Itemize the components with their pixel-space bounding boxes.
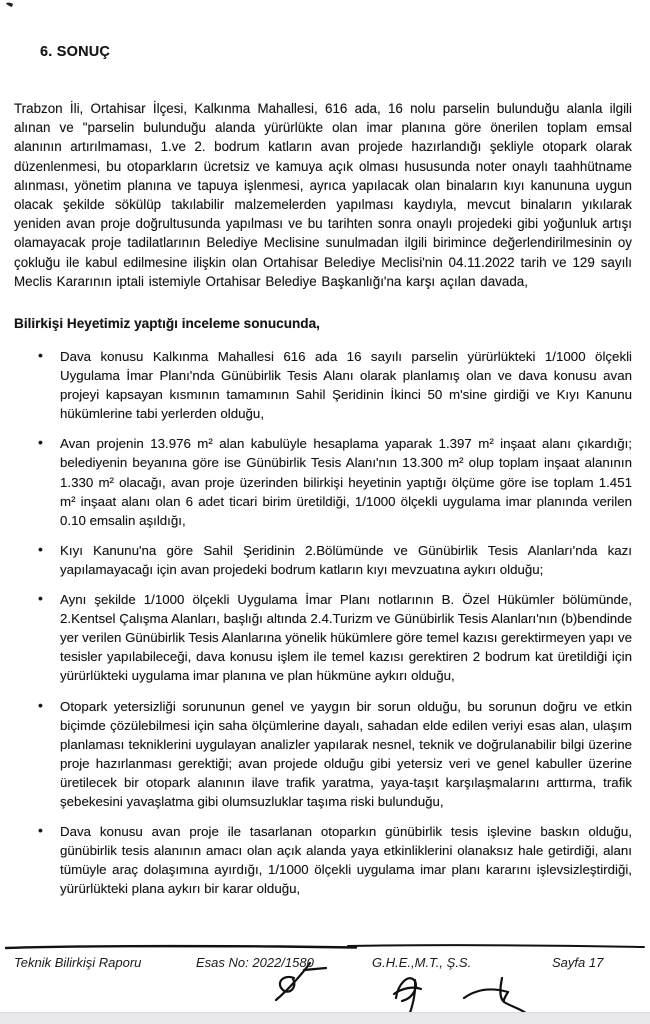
finding-text: Dava konusu Kalkınma Mahallesi 616 ada 16 sayılı parselin yürürlükteki 1/1000 ölçekli Uygulama İmar Planı'nda Günübirlik Tesis Alanı olarak planlamış olan ve dava konusu avan projeyi kapsayan kısmının tamamının Sahil Şeridinin İkinci 50 m'sine girdiği ve Kıyı Kanunu hükümlerine tabi yerlerden olduğu, (60, 349, 632, 422)
footer-divider-line (0, 941, 650, 955)
bullet-icon: • (38, 590, 43, 607)
bullet-icon: • (38, 540, 43, 557)
finding-text: Aynı şekilde 1/1000 ölçekli Uygulama İmar Planı notlarının B. Özel Hükümler bölümünde, 2.Kentsel Çalışma Alanları, başlığı altında 2.4.Turizm ve Günübirlik Tesis Alanları'nın (b)bendinde yer verilen Günübirlik Tesis Alanlarına yönelik hükümlere göre temel kazısı gerektirmeyen yapı ve tesisler yapılabileceği, dava konusu işlem ile temel kazısı gerektiren 2 bodrum kat üretildiği için yürürlükteki uygulama imar planına ve plan hükmüne aykırı olduğu, (60, 592, 632, 684)
finding-text: Avan projenin 13.976 m² alan kabulüyle hesaplama yaparak 1.397 m² inşaat alanı çıkardığı; belediyenin beyanına göre ise Günübirlik Tesis Alanı'nın 13.300 m² olup toplam inşaat alanının 1.330 m² olacağı, avan proje üzerinden bilirkişi heyetinin yaptığı ölçüme göre ise toplam 1.451 m² inşaat alanı olan 6 adet ticari birim üretildiği, 1/1000 ölçekli uygulama imar planında verilen 0.10 emsalin aşıldığı, (60, 436, 632, 528)
footer-report-label: Teknik Bilirkişi Raporu (14, 955, 142, 970)
intro-paragraph: Trabzon İli, Ortahisar İlçesi, Kalkınma Mahallesi, 616 ada, 16 nolu parselin bulunduğu alanla ilgili alınan ve "parselin bulunduğu alanda yürürlükte olan imar planına göre önerilen toplam emsal alanının artırılmaması, 1.ve 2. bodrum katların avan projede hazırlandığı şekliyle otopark olarak düzenlenmesi, bu otoparkların ücretsiz ve kamuya açık olması hususunda noter onaylı taahhütname alınması, yönetim planına ve tapuya işlenmesi, ayrıca yapılacak olan binaların kıyı kanununa uygun olacak şekilde sökülüp takılabilir malzemelerden yapılması kaydıyla, mevcut binaların yıkılarak yeniden avan proje doğrultusunda yapılması ve bu tarihten sonra onaylı projedeki gibi yoğunluk artışı olamayacak proje tadilatlarının Belediye Meclisine sunulmadan ilgili birimince değerlendirilmesinin oy çokluğu ile kabul edilmesine ilişkin olan Ortahisar Belediye Meclisi'nin 04.11.2022 tarih ve 129 sayılı Meclis Kararının iptali istemiyle Ortahisar Belediye Başkanlığı'na karşı açılan davada, (14, 101, 632, 289)
finding-text: Kıyı Kanunu'na göre Sahil Şeridinin 2.Bölümünde ve Günübirlik Tesis Alanları'nda kazı yapılamayacağı için avan projedeki bodrum katların kıyı mevzuatına aykırı olduğu; (60, 542, 632, 577)
signature-1 (264, 958, 328, 1004)
finding-text: Otopark yetersizliği sorununun genel ve yaygın bir sorun olduğu, bu sorunun doğru ve etkin biçimde çözülebilmesi için saha ölçümlerine dayalı, sahadan elde edilen veriyi esas alan, ulaşım planlaması tekniklerini uygulayan analizler yapılarak nesnel, teknik ve doğrulanabilir bilgi üzerine proje hazırlanması gerektiği; avan projede olduğu gibi yetersiz veri ve genel kabuller üzerine üretilecek bir otopark alanının ilave trafik yaratma, yaya-taşıt karşılaşmalarını arttırma, trafik şebekesini yavaşlatma gibi olumsuzluklar taşıma riski bulunduğu, (60, 698, 632, 809)
findings-list (14, 347, 632, 909)
finding-item (14, 822, 632, 898)
finding-item (14, 347, 632, 423)
footer-expert-initials: G.H.E.,M.T., Ş.S. (372, 955, 472, 970)
finding-item (14, 590, 632, 685)
finding-item (14, 697, 632, 812)
findings-heading: Bilirkişi Heyetimiz yaptığı inceleme sonucunda, (14, 316, 320, 331)
footer-page-number: Sayfa 17 (552, 955, 604, 970)
bullet-icon: • (38, 434, 43, 451)
section-title: 6. SONUÇ (40, 44, 111, 60)
bullet-icon: • (38, 822, 43, 839)
finding-item (14, 434, 632, 529)
scan-artifact-mark (5, 1, 17, 11)
bullet-icon: • (38, 696, 43, 713)
finding-text: Dava konusu avan proje ile tasarlanan otoparkın günübirlik tesis işlevine baskın olduğu, günübirlik tesis alanının amacı olan açık alanda yaya etkinliklerini olanaksız hale getirdiği, alanı tümüyle araç dolaşımına ayırdığı, 1/1000 ölçekli uygulama imar planı kararını işlevsizleştirdiği, yürürlükteki plana aykırı bir karar olduğu, (60, 824, 632, 897)
footer-case-number: Esas No: 2022/1580 (196, 955, 314, 970)
bullet-icon: • (38, 347, 43, 363)
finding-item (14, 541, 632, 579)
scan-edge-strip (0, 1012, 650, 1024)
